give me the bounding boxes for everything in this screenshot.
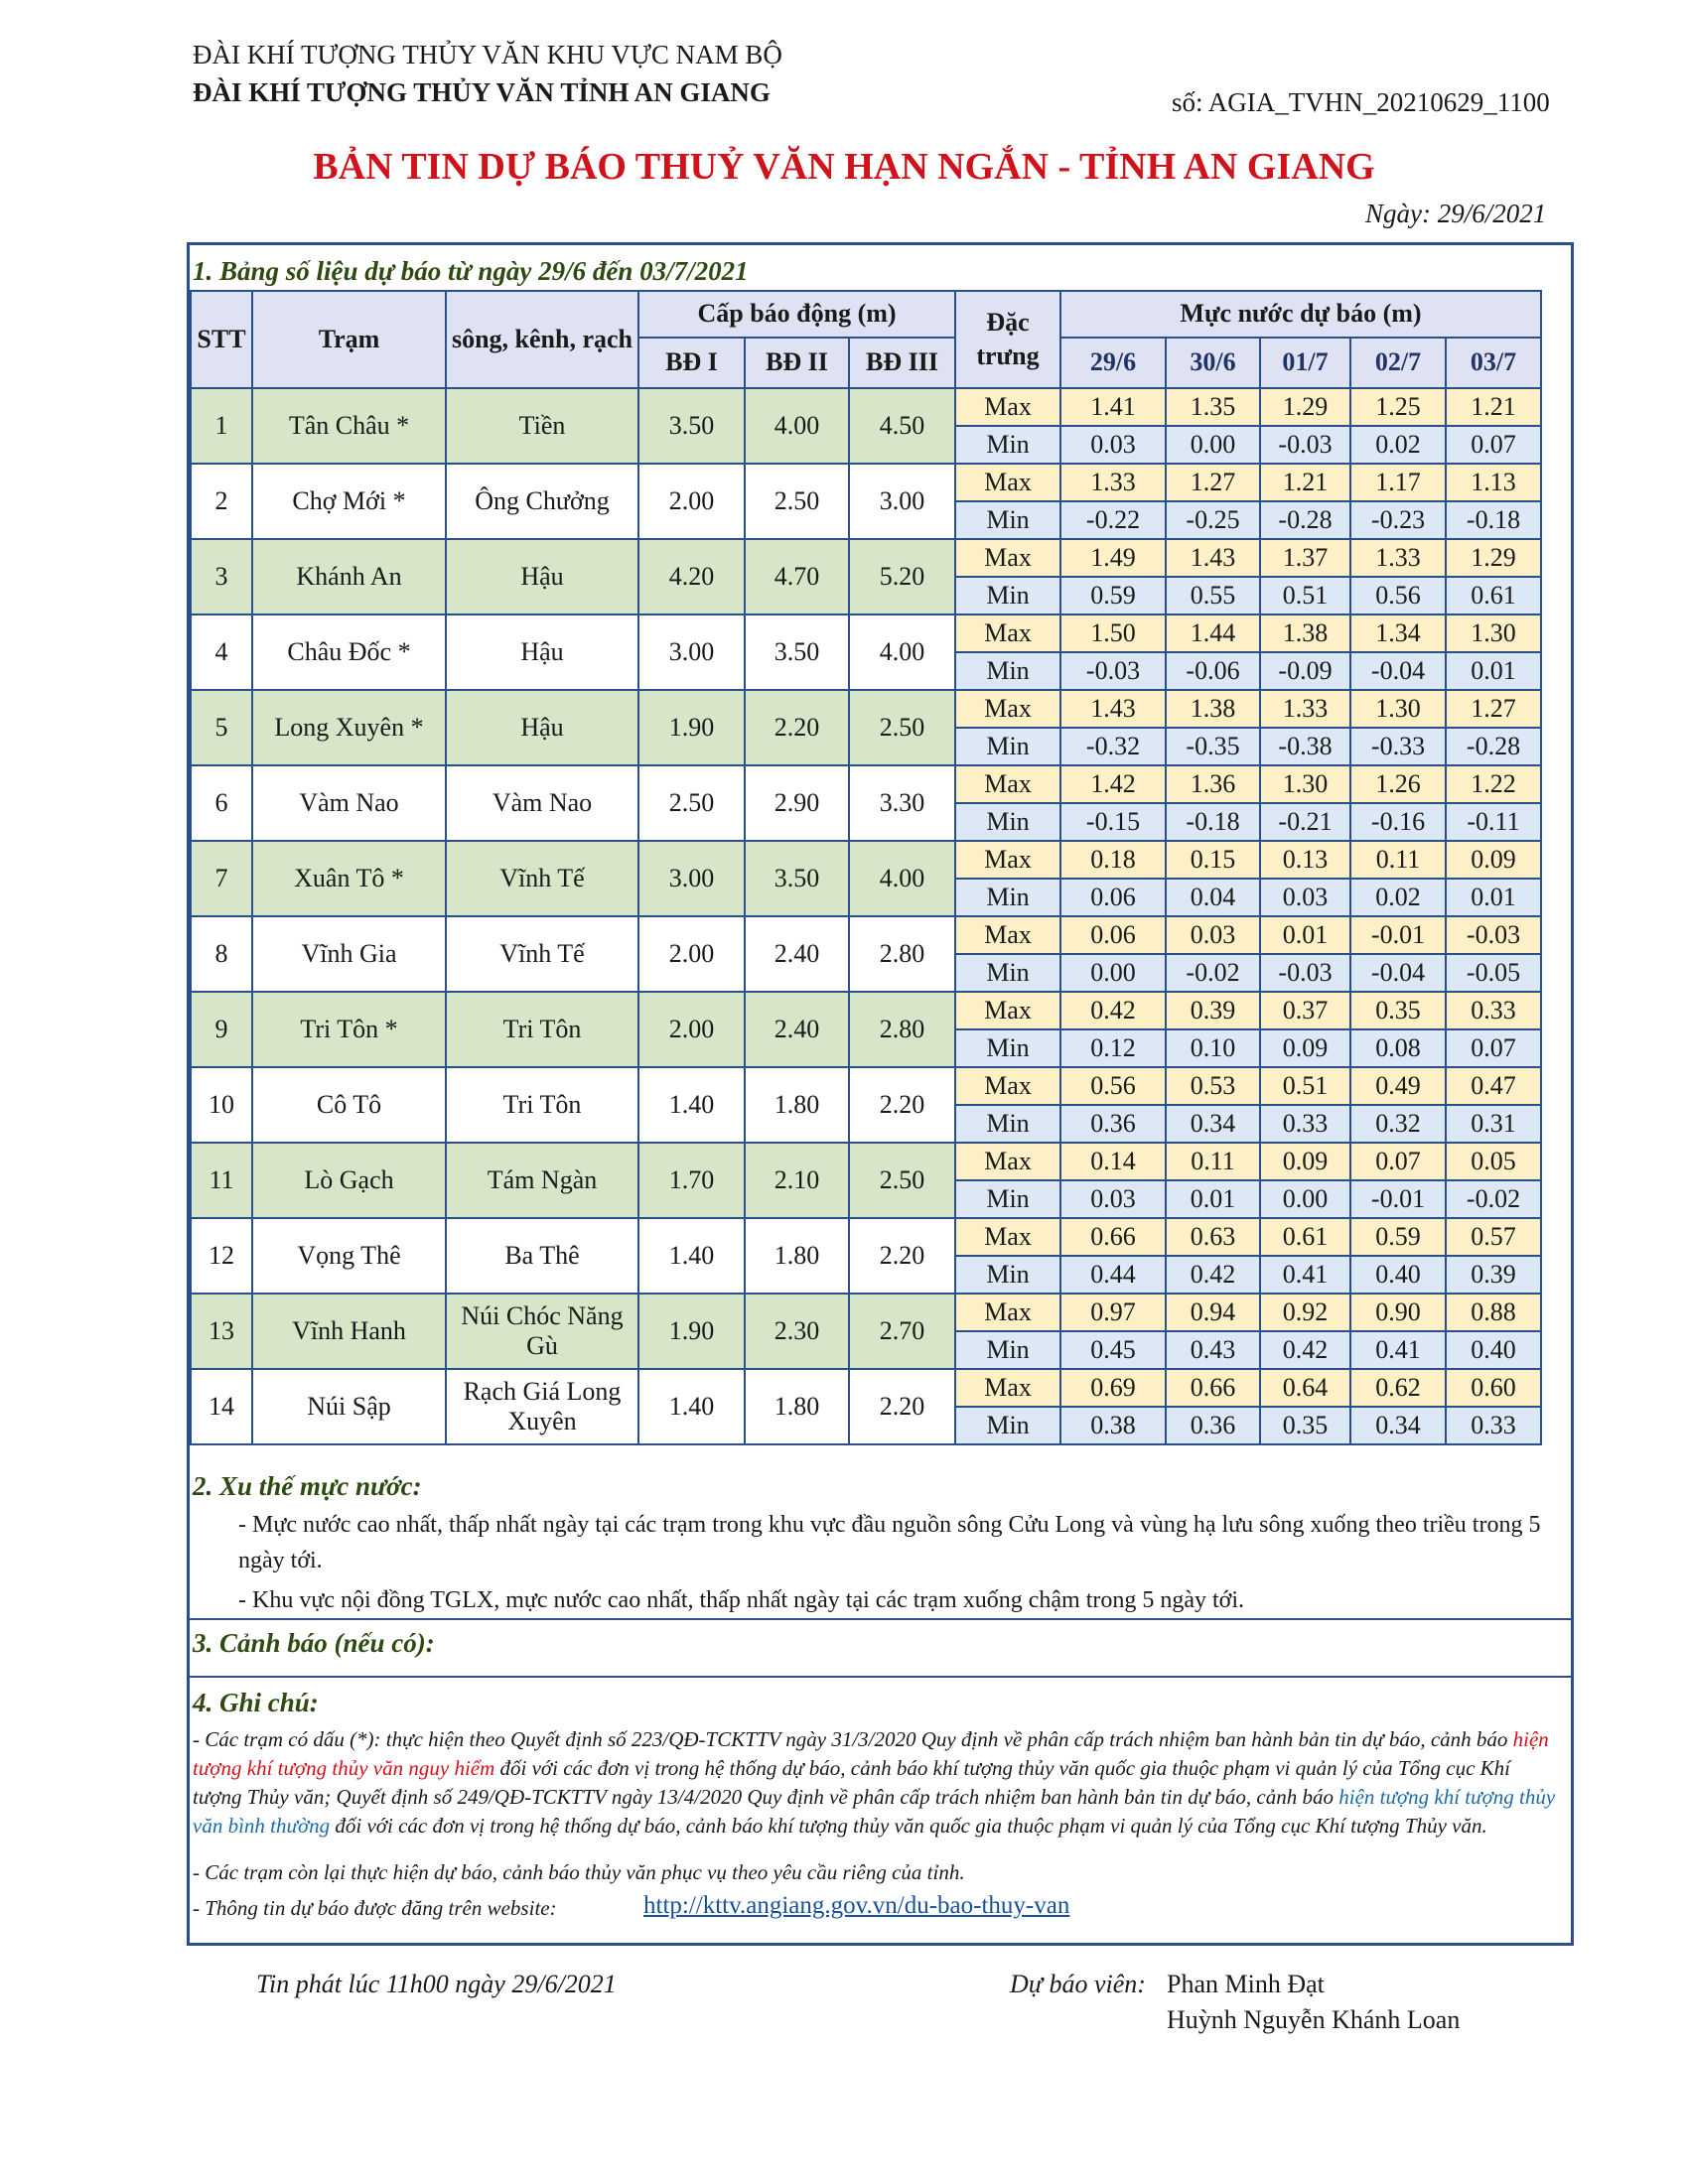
header-alarm-levels: Cấp báo động (m) [638,291,955,338]
cell-min-value: -0.04 [1350,652,1446,690]
cell-max-value: 1.30 [1350,690,1446,728]
header-bd3: BĐ III [849,338,955,388]
cell-max-value: 1.26 [1350,765,1446,803]
header-date: 01/7 [1260,338,1350,388]
cell-bd2: 4.00 [745,388,849,464]
cell-station: Xuân Tô * [252,841,446,916]
cell-min-value: 0.01 [1446,879,1541,916]
cell-stt: 6 [191,765,252,841]
cell-max-value: 1.43 [1166,539,1260,577]
cell-min-value: -0.09 [1260,652,1350,690]
cell-min-label: Min [955,728,1060,765]
header-bd2: BĐ II [745,338,849,388]
cell-max-value: 0.09 [1446,841,1541,879]
cell-min-label: Min [955,1180,1060,1218]
cell-min-value: 0.10 [1166,1029,1260,1067]
cell-max-value: 0.88 [1446,1294,1541,1331]
cell-bd2: 1.80 [745,1067,849,1143]
note-1-red-text: hiện tượng khí tượng thủy văn nguy hiểm [193,1727,1549,1780]
cell-max-label: Max [955,1143,1060,1180]
cell-max-value: 1.13 [1446,464,1541,501]
cell-bd3: 2.70 [849,1294,955,1369]
cell-max-value: 0.51 [1260,1067,1350,1105]
cell-max-value: 1.33 [1350,539,1446,577]
cell-bd1: 1.40 [638,1369,745,1444]
cell-min-value: 0.39 [1446,1256,1541,1294]
cell-station: Vĩnh Gia [252,916,446,992]
cell-stt: 8 [191,916,252,992]
cell-max-value: -0.03 [1446,916,1541,954]
cell-max-value: 0.35 [1350,992,1446,1029]
cell-max-value: 0.39 [1166,992,1260,1029]
cell-bd3: 3.30 [849,765,955,841]
cell-max-value: 0.62 [1350,1369,1446,1407]
cell-min-value: -0.02 [1446,1180,1541,1218]
cell-river: Vĩnh Tế [446,916,638,992]
cell-max-value: 0.15 [1166,841,1260,879]
cell-min-value: -0.18 [1166,803,1260,841]
cell-stt: 4 [191,614,252,690]
cell-max-value: 1.50 [1060,614,1166,652]
page-title: BẢN TIN DỰ BÁO THUỶ VĂN HẠN NGẮN - TỈNH AN GIANG [313,146,1375,188]
cell-max-value: 0.90 [1350,1294,1446,1331]
cell-max-value: 0.49 [1350,1067,1446,1105]
cell-min-value: -0.11 [1446,803,1541,841]
cell-min-value: 0.36 [1166,1407,1260,1444]
cell-bd3: 4.00 [849,841,955,916]
cell-min-value: 0.43 [1166,1331,1260,1369]
cell-max-value: 1.34 [1350,614,1446,652]
cell-bd3: 5.20 [849,539,955,614]
cell-min-label: Min [955,652,1060,690]
cell-station: Lò Gạch [252,1143,446,1218]
cell-stt: 14 [191,1369,252,1444]
website-link[interactable]: http://kttv.angiang.gov.vn/du-bao-thuy-van [643,1892,1070,1919]
cell-min-value: -0.03 [1260,954,1350,992]
cell-min-value: 0.00 [1166,426,1260,464]
cell-max-value: 1.38 [1260,614,1350,652]
cell-min-value: 0.42 [1260,1331,1350,1369]
cell-max-label: Max [955,388,1060,426]
cell-min-value: 0.00 [1060,954,1166,992]
cell-max-value: 0.61 [1260,1218,1350,1256]
cell-max-value: 1.33 [1060,464,1166,501]
cell-min-value: 0.03 [1060,1180,1166,1218]
cell-stt: 12 [191,1218,252,1294]
cell-min-value: -0.25 [1166,501,1260,539]
cell-max-label: Max [955,614,1060,652]
cell-max-label: Max [955,992,1060,1029]
cell-max-label: Max [955,841,1060,879]
cell-max-value: 0.66 [1060,1218,1166,1256]
section-3-title: 3. Cảnh báo (nếu có): [193,1628,435,1658]
cell-max-value: 0.97 [1060,1294,1166,1331]
cell-max-value: 1.22 [1446,765,1541,803]
cell-river: Tri Tôn [446,992,638,1067]
cell-station: Khánh An [252,539,446,614]
cell-bd2: 1.80 [745,1369,849,1444]
cell-river: Hậu [446,614,638,690]
cell-min-label: Min [955,501,1060,539]
cell-river: Tám Ngàn [446,1143,638,1218]
header-forecast: Mực nước dự báo (m) [1060,291,1541,338]
cell-river: Vĩnh Tế [446,841,638,916]
cell-bd1: 4.20 [638,539,745,614]
trend-bullet-1: - Mực nước cao nhất, thấp nhất ngày tại các trạm trong khu vực đầu nguồn sông Cửu Long và vùng hạ lưu sông xuống theo triều trong 5 ngày tới. [238,1512,1541,1573]
cell-min-value: 0.40 [1350,1256,1446,1294]
cell-min-value: 0.45 [1060,1331,1166,1369]
cell-max-value: 0.06 [1060,916,1166,954]
cell-bd3: 2.20 [849,1218,955,1294]
cell-max-value: 1.36 [1166,765,1260,803]
cell-min-value: 0.34 [1350,1407,1446,1444]
cell-bd2: 3.50 [745,614,849,690]
cell-min-value: 0.42 [1166,1256,1260,1294]
cell-river: Tri Tôn [446,1067,638,1143]
cell-bd2: 2.30 [745,1294,849,1369]
forecast-table [190,290,1542,1445]
header-bd1: BĐ I [638,338,745,388]
cell-min-value: -0.28 [1446,728,1541,765]
note-2: - Các trạm còn lại thực hiện dự báo, cảnh báo thủy văn phục vụ theo yêu cầu riêng của tỉnh. [193,1860,965,1884]
cell-stt: 1 [191,388,252,464]
cell-max-label: Max [955,1218,1060,1256]
cell-min-value: -0.04 [1350,954,1446,992]
cell-min-value: 0.31 [1446,1105,1541,1143]
cell-max-value: 0.57 [1446,1218,1541,1256]
cell-max-value: 0.64 [1260,1369,1350,1407]
cell-min-value: 0.02 [1350,879,1446,916]
cell-min-value: -0.32 [1060,728,1166,765]
cell-bd1: 1.40 [638,1218,745,1294]
cell-bd3: 4.00 [849,614,955,690]
cell-max-value: 0.92 [1260,1294,1350,1331]
cell-max-value: 0.42 [1060,992,1166,1029]
trend-bullet-2: - Khu vực nội đồng TGLX, mực nước cao nhất, thấp nhất ngày tại các trạm xuống chậm trong 5 ngày tới. [238,1587,1245,1613]
cell-max-value: 1.29 [1260,388,1350,426]
header-date: 03/7 [1446,338,1541,388]
cell-bd2: 2.50 [745,464,849,539]
cell-max-value: 0.94 [1166,1294,1260,1331]
cell-min-label: Min [955,803,1060,841]
cell-min-value: 0.01 [1446,652,1541,690]
cell-min-value: 0.01 [1166,1180,1260,1218]
cell-min-value: -0.38 [1260,728,1350,765]
cell-min-label: Min [955,954,1060,992]
cell-station: Long Xuyên * [252,690,446,765]
cell-max-value: 0.69 [1060,1369,1166,1407]
cell-station: Vĩnh Hanh [252,1294,446,1369]
cell-max-label: Max [955,1067,1060,1105]
cell-min-value: 0.06 [1060,879,1166,916]
cell-max-label: Max [955,916,1060,954]
cell-max-value: 0.05 [1446,1143,1541,1180]
cell-bd1: 3.00 [638,841,745,916]
cell-max-value: 1.41 [1060,388,1166,426]
cell-min-value: -0.15 [1060,803,1166,841]
note-1-text: đối với các đơn vị trong hệ thống dự báo, cảnh báo khí tượng thủy văn quốc gia thuộc phạm vi quản lý của Tổng cục Khí tượng Thủy văn; Quyết định số 249/QĐ-TCKTTV ngày 13/4/2020 Quy định về phân cấp trách nhiệm ban hành bản tin dự báo, cảnh báo [193,1756,1511,1809]
cell-bd3: 2.80 [849,916,955,992]
cell-max-value: 1.30 [1446,614,1541,652]
cell-bd1: 1.40 [638,1067,745,1143]
cell-min-value: 0.34 [1166,1105,1260,1143]
cell-max-value: 0.01 [1260,916,1350,954]
cell-max-value: 1.21 [1446,388,1541,426]
cell-min-value: -0.05 [1446,954,1541,992]
cell-max-value: 1.33 [1260,690,1350,728]
cell-min-value: 0.55 [1166,577,1260,614]
cell-stt: 5 [191,690,252,765]
cell-max-value: 0.07 [1350,1143,1446,1180]
cell-min-value: 0.12 [1060,1029,1166,1067]
cell-max-value: -0.01 [1350,916,1446,954]
cell-max-value: 0.11 [1350,841,1446,879]
cell-min-value: 0.33 [1260,1105,1350,1143]
cell-min-value: 0.44 [1060,1256,1166,1294]
cell-max-value: 0.47 [1446,1067,1541,1105]
cell-max-value: 0.03 [1166,916,1260,954]
cell-min-value: 0.00 [1260,1180,1350,1218]
header-stt: STT [191,291,252,388]
cell-max-value: 1.30 [1260,765,1350,803]
cell-min-label: Min [955,426,1060,464]
cell-max-label: Max [955,539,1060,577]
cell-station: Chợ Mới * [252,464,446,539]
cell-min-value: 0.32 [1350,1105,1446,1143]
cell-bd3: 2.20 [849,1369,955,1444]
cell-bd1: 2.00 [638,916,745,992]
cell-min-value: -0.06 [1166,652,1260,690]
cell-max-value: 0.09 [1260,1143,1350,1180]
cell-max-value: 1.44 [1166,614,1260,652]
cell-min-value: -0.02 [1166,954,1260,992]
cell-min-value: -0.33 [1350,728,1446,765]
cell-max-label: Max [955,1294,1060,1331]
cell-min-value: -0.21 [1260,803,1350,841]
cell-station: Tri Tôn * [252,992,446,1067]
org-line-1: ĐÀI KHÍ TƯỢNG THỦY VĂN KHU VỰC NAM BỘ [193,40,782,69]
cell-river: Tiền [446,388,638,464]
cell-max-label: Max [955,765,1060,803]
note-1-blue-text: hiện tượng khí tượng thủy văn bình thường [193,1785,1556,1838]
cell-stt: 2 [191,464,252,539]
cell-max-label: Max [955,690,1060,728]
cell-min-value: 0.36 [1060,1105,1166,1143]
cell-river: Núi Chóc Năng Gù [446,1294,638,1369]
cell-station: Vọng Thê [252,1218,446,1294]
header-date: 30/6 [1166,338,1260,388]
cell-max-label: Max [955,1369,1060,1407]
cell-max-value: 1.21 [1260,464,1350,501]
issued-time: Tin phát lúc 11h00 ngày 29/6/2021 [256,1970,617,1998]
cell-river: Vàm Nao [446,765,638,841]
cell-bd2: 2.20 [745,690,849,765]
cell-min-value: 0.03 [1060,426,1166,464]
cell-bd3: 2.80 [849,992,955,1067]
header-station: Trạm [252,291,446,388]
cell-max-value: 1.49 [1060,539,1166,577]
section-2-title: 2. Xu thế mực nước: [193,1471,422,1501]
cell-max-value: 0.14 [1060,1143,1166,1180]
divider [187,1618,1574,1620]
cell-river: Ông Chưởng [446,464,638,539]
cell-min-value: -0.22 [1060,501,1166,539]
cell-min-label: Min [955,1331,1060,1369]
cell-bd1: 2.00 [638,464,745,539]
cell-min-value: -0.01 [1350,1180,1446,1218]
cell-min-value: 0.41 [1350,1331,1446,1369]
cell-bd1: 3.00 [638,614,745,690]
cell-max-value: 1.17 [1350,464,1446,501]
cell-stt: 10 [191,1067,252,1143]
cell-min-value: 0.38 [1060,1407,1166,1444]
cell-bd2: 4.70 [745,539,849,614]
cell-min-value: 0.04 [1166,879,1260,916]
cell-bd2: 2.90 [745,765,849,841]
cell-min-label: Min [955,1256,1060,1294]
cell-min-label: Min [955,879,1060,916]
cell-max-value: 1.27 [1446,690,1541,728]
note-1-text: - Các trạm có dấu (*): thực hiện theo Quyết định số 223/QĐ-TCKTTV ngày 31/3/2020 Quy định về phân cấp trách nhiệm ban hành bản tin dự báo, cảnh báo [193,1727,1513,1751]
cell-min-value: -0.35 [1166,728,1260,765]
cell-max-value: 1.29 [1446,539,1541,577]
cell-station: Cô Tô [252,1067,446,1143]
cell-bd3: 2.50 [849,690,955,765]
cell-min-value: 0.61 [1446,577,1541,614]
cell-max-value: 1.25 [1350,388,1446,426]
cell-river: Hậu [446,690,638,765]
cell-station: Núi Sập [252,1369,446,1444]
cell-station: Vàm Nao [252,765,446,841]
cell-max-value: 1.43 [1060,690,1166,728]
cell-max-value: 0.60 [1446,1369,1541,1407]
cell-stt: 13 [191,1294,252,1369]
cell-max-value: 0.53 [1166,1067,1260,1105]
cell-min-value: -0.18 [1446,501,1541,539]
cell-bd1: 1.70 [638,1143,745,1218]
cell-min-value: 0.07 [1446,426,1541,464]
cell-min-value: 0.40 [1446,1331,1541,1369]
header-river: sông, kênh, rạch [446,291,638,388]
cell-station: Châu Đốc * [252,614,446,690]
cell-bd2: 3.50 [745,841,849,916]
cell-bd3: 4.50 [849,388,955,464]
cell-min-value: 0.59 [1060,577,1166,614]
cell-bd2: 1.80 [745,1218,849,1294]
cell-bd3: 3.00 [849,464,955,539]
cell-max-value: 0.37 [1260,992,1350,1029]
cell-max-value: 0.18 [1060,841,1166,879]
cell-min-value: -0.23 [1350,501,1446,539]
cell-stt: 7 [191,841,252,916]
cell-station: Tân Châu * [252,388,446,464]
cell-min-label: Min [955,1029,1060,1067]
cell-min-value: 0.51 [1260,577,1350,614]
cell-max-value: 1.42 [1060,765,1166,803]
section-4-title: 4. Ghi chú: [193,1688,319,1717]
cell-bd1: 2.50 [638,765,745,841]
cell-min-value: -0.03 [1060,652,1166,690]
cell-max-value: 0.66 [1166,1369,1260,1407]
section-1-title: 1. Bảng số liệu dự báo từ ngày 29/6 đến 03/7/2021 [193,256,749,286]
org-line-2: ĐÀI KHÍ TƯỢNG THỦY VĂN TỈNH AN GIANG [193,77,771,107]
cell-min-label: Min [955,577,1060,614]
note-1-text: đối với các đơn vị trong hệ thống dự báo, cảnh báo khí tượng thủy văn quốc gia thuộc phạm vi quản lý của Tổng cục Khí tượng Thủy văn. [330,1814,1487,1838]
header-date: 02/7 [1350,338,1446,388]
cell-river: Ba Thê [446,1218,638,1294]
cell-river: Hậu [446,539,638,614]
cell-min-value: 0.07 [1446,1029,1541,1067]
cell-min-value: -0.28 [1260,501,1350,539]
note-1 [193,1725,1558,1841]
cell-min-label: Min [955,1407,1060,1444]
cell-bd1: 1.90 [638,690,745,765]
cell-max-value: 0.33 [1446,992,1541,1029]
cell-bd1: 3.50 [638,388,745,464]
cell-bd2: 2.10 [745,1143,849,1218]
document-number: số: AGIA_TVHN_20210629_1100 [1172,87,1550,117]
cell-max-value: 1.27 [1166,464,1260,501]
cell-stt: 11 [191,1143,252,1218]
note-3: - Thông tin dự báo được đăng trên website: [193,1896,557,1920]
cell-min-label: Min [955,1105,1060,1143]
cell-stt: 9 [191,992,252,1067]
cell-bd3: 2.50 [849,1143,955,1218]
cell-min-value: 0.56 [1350,577,1446,614]
cell-max-value: 1.35 [1166,388,1260,426]
cell-min-value: 0.35 [1260,1407,1350,1444]
cell-max-label: Max [955,464,1060,501]
forecaster-label: Dự báo viên: [1010,1970,1146,1998]
forecaster-name-2: Huỳnh Nguyễn Khánh Loan [1167,2005,1461,2034]
cell-stt: 3 [191,539,252,614]
divider [187,1676,1574,1678]
cell-bd1: 2.00 [638,992,745,1067]
cell-min-value: -0.03 [1260,426,1350,464]
cell-bd1: 1.90 [638,1294,745,1369]
cell-bd2: 2.40 [745,916,849,992]
cell-river: Rạch Giá Long Xuyên [446,1369,638,1444]
cell-max-value: 0.63 [1166,1218,1260,1256]
cell-min-value: -0.16 [1350,803,1446,841]
cell-min-value: 0.02 [1350,426,1446,464]
cell-bd3: 2.20 [849,1067,955,1143]
forecaster-name-1: Phan Minh Đạt [1167,1970,1325,1998]
header-characteristic: Đặc trưng [955,291,1060,388]
cell-max-value: 0.11 [1166,1143,1260,1180]
cell-min-value: 0.08 [1350,1029,1446,1067]
header-date: 29/6 [1060,338,1166,388]
cell-min-value: 0.41 [1260,1256,1350,1294]
cell-max-value: 0.59 [1350,1218,1446,1256]
cell-min-value: 0.33 [1446,1407,1541,1444]
document-date: Ngày: 29/6/2021 [1365,199,1547,228]
cell-max-value: 1.38 [1166,690,1260,728]
cell-max-value: 0.56 [1060,1067,1166,1105]
cell-bd2: 2.40 [745,992,849,1067]
cell-max-value: 0.13 [1260,841,1350,879]
cell-min-value: 0.09 [1260,1029,1350,1067]
cell-max-value: 1.37 [1260,539,1350,577]
cell-min-value: 0.03 [1260,879,1350,916]
